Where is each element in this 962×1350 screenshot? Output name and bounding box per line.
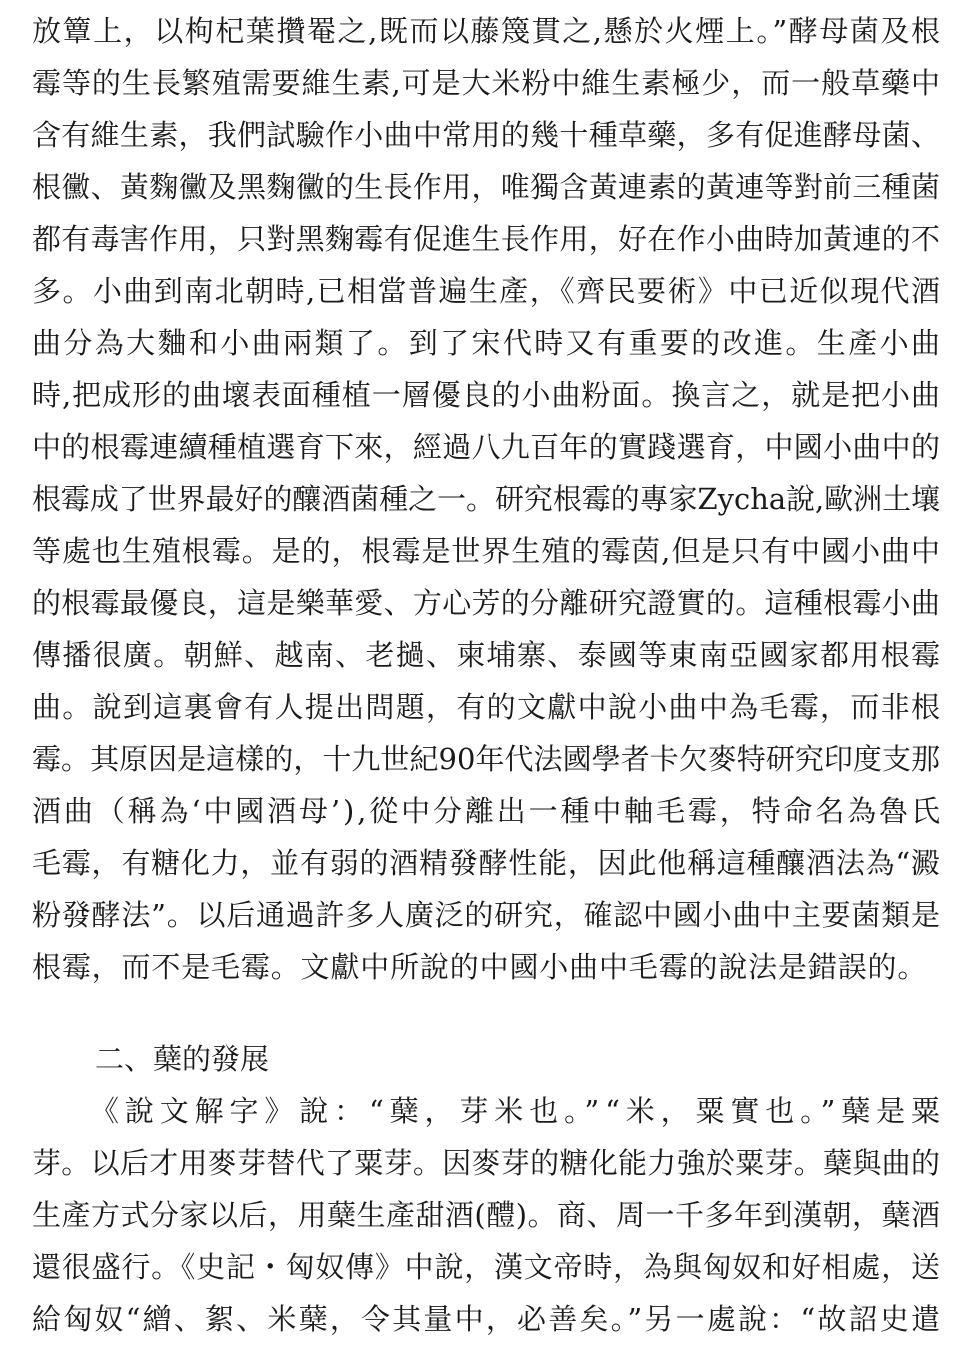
line-text: 根霉，而不是毛霉。文獻中所說的中國小曲中毛霉的說法是錯誤的。 [32, 950, 928, 984]
text-line [0, 629, 962, 681]
text-line [0, 265, 962, 317]
text-line [0, 5, 962, 57]
text-line [0, 369, 962, 421]
text-line [0, 681, 962, 733]
text-line [0, 785, 962, 837]
line-text: 等處也生殖根霉。是的，根霉是世界生殖的霉茵,但是只有中國小曲中 [32, 534, 941, 568]
text-line [0, 1293, 962, 1345]
line-text: 曲分為大麯和小曲兩類了。到了宋代時又有重要的改進。生產小曲 [32, 326, 943, 360]
line-text: 多。小曲到南北朝時,已相當普遍生產，《齊民要術》中已近似現代酒 [32, 274, 942, 308]
section-heading [0, 1033, 962, 1085]
line-text: 中的根霉連續種植選育下來，經過八九百年的實踐選育，中國小曲中的 [32, 430, 941, 464]
line-text: 毛霉，有糖化力，並有弱的酒精發酵性能，因此他稱這種釀酒法為“澱 [32, 846, 941, 880]
text-line [0, 1189, 962, 1241]
section-heading-text: 二、蘖的發展 [95, 1042, 270, 1076]
text-line [0, 525, 962, 577]
text-line [0, 109, 962, 161]
text-line [0, 57, 962, 109]
text-line [0, 889, 962, 941]
line-text: 的根霉最優良，這是樂華愛、方心芳的分離研究證實的。這種根霉小曲 [32, 586, 941, 620]
text-line [0, 1137, 962, 1189]
text-line [0, 733, 962, 785]
line-text: 粉發酵法”。以后通過許多人廣泛的研究，確認中國小曲中主要菌類是 [32, 898, 941, 932]
line-text: 含有維生素，我們試驗作小曲中常用的幾十種草藥，多有促進酵母菌、 [32, 118, 941, 152]
text-line [0, 421, 962, 473]
line-text: 時,把成形的曲壞表面種植一層優良的小曲粉面。換言之，就是把小曲 [32, 378, 941, 412]
text-line [0, 213, 962, 265]
line-text: 芽。以后才用麥芽替代了粟芽。因麥芽的糖化能力強於粟芽。蘖與曲的 [32, 1146, 941, 1180]
line-text: 《說文解字》說：“蘖，芽米也。”“米，粟實也。”蘖是粟 [90, 1094, 946, 1128]
text-line [0, 1085, 962, 1137]
line-text: 霉等的生長繁殖需要維生素,可是大米粉中維生素極少，而一般草藥中 [32, 66, 941, 100]
line-text: 給匈奴“繒、絮、米蘖，令其量中，必善矣。”另一處說：“故詔史遣 [32, 1302, 943, 1336]
text-line [0, 473, 962, 525]
line-text: 酒曲（稱為‘中國酒母’),從中分離出一種中軸毛霉，特命名為魯氏 [32, 794, 943, 828]
text-line [0, 941, 962, 993]
line-text: 放簟上，以枸杞葉攢罨之,既而以藤篾貫之,懸於火煙上。”酵母菌及根 [32, 14, 942, 48]
text-line [0, 317, 962, 369]
text-line [0, 837, 962, 889]
text-line [0, 577, 962, 629]
text-line [0, 161, 962, 213]
line-text: 還很盛行。《史記・匈奴傳》中說，漢文帝時，為與匈奴和好相處，送 [32, 1250, 941, 1284]
line-text: 都有毒害作用，只對黑麴霉有促進生長作用，好在作小曲時加黃連的不 [32, 222, 941, 256]
line-text: 根黴、黃麴黴及黑麴黴的生長作用，唯獨含黃連素的黃連等對前三種菌 [32, 170, 941, 204]
line-text: 霉。其原因是這樣的，十九世紀90年代法國學者卡欠麥特研究印度支那 [32, 742, 941, 776]
text-line [0, 1241, 962, 1293]
line-text: 傳播很廣。朝鮮、越南、老撾、柬埔寨、泰國等東南亞國家都用根霉 [32, 638, 942, 672]
line-text: 根霉成了世界最好的釀酒菌種之一。研究根霉的專家Zycha說,歐洲土壤 [32, 482, 941, 516]
line-text: 曲。說到這裏會有人提出問題，有的文獻中說小曲中為毛霉，而非根 [32, 690, 942, 724]
line-text: 生產方式分家以后，用蘖生產甜酒(醴)。商、周一千多年到漢朝，蘖酒 [32, 1198, 941, 1232]
